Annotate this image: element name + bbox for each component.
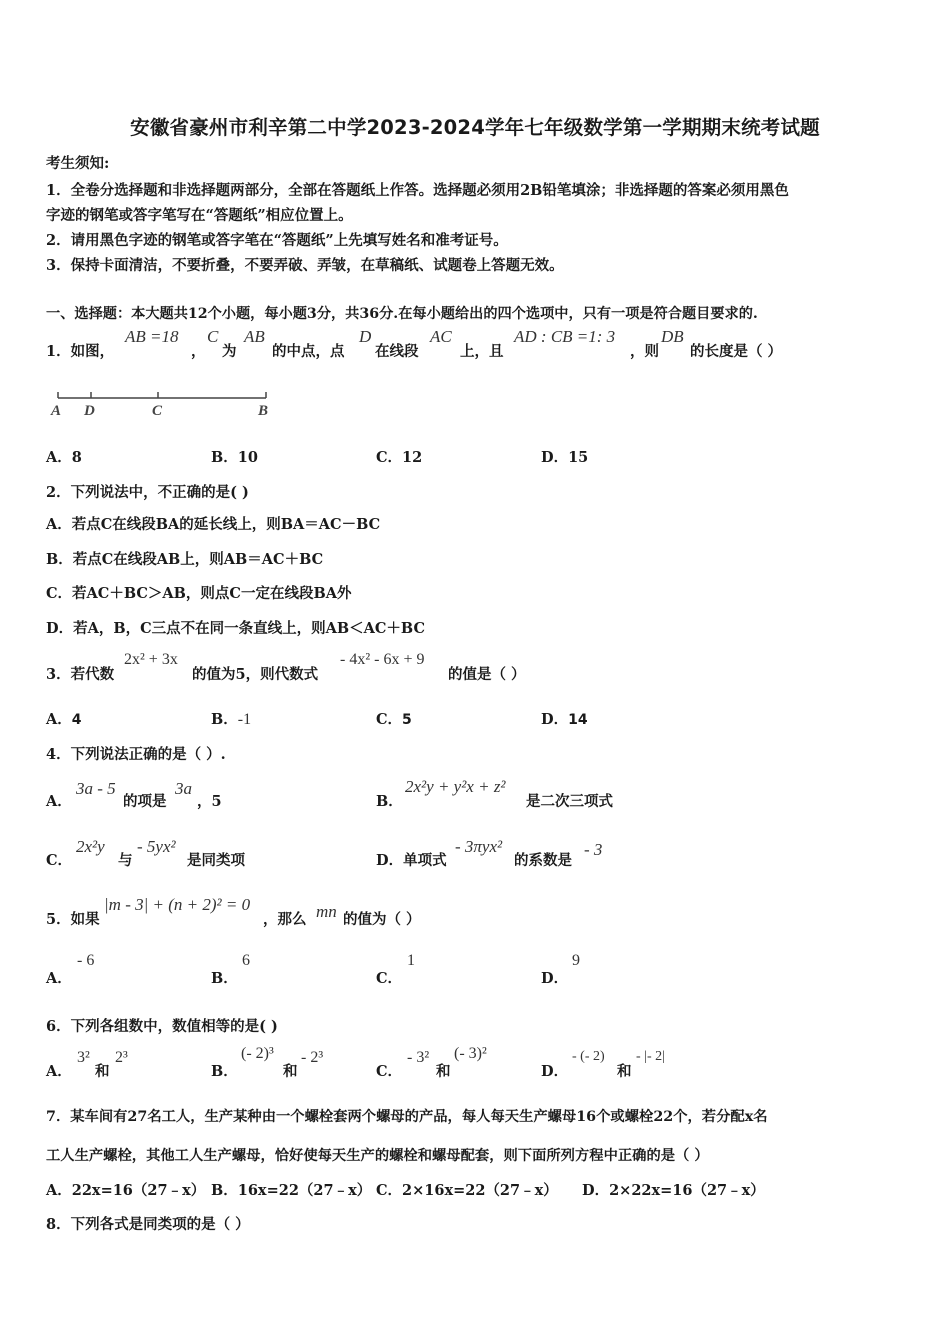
option-value: 8 [71, 449, 82, 466]
option-value: 15 [568, 449, 589, 466]
q5-text: 5．如果 [46, 911, 100, 928]
q6-option-b[interactable]: B． [211, 1063, 238, 1080]
q5-c-value: 1 [407, 952, 415, 969]
q6-option-c[interactable]: C． [376, 1063, 403, 1080]
option-letter: B． [211, 711, 238, 728]
q5-math: |m - 3| + (n + 2)² = 0 [104, 895, 251, 914]
notice-line: 2．请用黑色字迹的钢笔或答字笔在“答题纸”上先填写姓名和准考证号。 [46, 232, 508, 249]
notice-line: 1．全卷分选择题和非选择题两部分，全部在答题纸上作答。选择题必须用2B铅笔填涂；非选择题的答案必须用黑色 [46, 182, 789, 199]
q6-a-math: 2³ [115, 1049, 128, 1066]
q1-line-segment-figure [46, 384, 286, 424]
q4-option-d[interactable]: D．单项式 [376, 852, 447, 869]
q4-d-math: - 3 [584, 840, 603, 859]
q5-math: mn [316, 902, 337, 921]
option-letter: D． [541, 449, 569, 466]
q7-stem-line: 工人生产螺栓，其他工人生产螺母，恰好使每天生产的螺栓和螺母配套，则下面所列方程中正确的是（ ） [46, 1148, 709, 1164]
notice-heading: 考生须知: [46, 155, 110, 172]
q5-option-c[interactable]: C． [376, 970, 403, 987]
q1-math: C [207, 327, 219, 346]
q6-option-a[interactable]: A． [46, 1063, 72, 1080]
q6-b-math: (- 2)³ [241, 1045, 274, 1062]
q1-option-d[interactable] [541, 446, 588, 467]
option-letter: C． [376, 449, 403, 466]
q1-text: 为 [222, 343, 237, 360]
q4-a-math: 3a - 5 [76, 779, 116, 798]
q6-a-text: 和 [95, 1063, 110, 1080]
q6-option-d[interactable]: D． [541, 1063, 569, 1080]
point-label-d: D [84, 403, 95, 419]
q1-math: AD : CB =1: 3 [514, 327, 616, 346]
section-heading: 一、选择题：本大题共12个小题，每小题3分，共36分.在每小题给出的四个选项中，只有一项是符合题目要求的. [46, 306, 758, 322]
option-letter: C． [46, 852, 73, 869]
q4-c-text: 是同类项 [187, 852, 245, 869]
notice-line: 字迹的钢笔或答字笔写在“答题纸”相应位置上。 [46, 207, 353, 224]
q1-math: AB =18 [125, 327, 179, 346]
q1-math: AB [244, 327, 265, 346]
q1-text: 在线段 [375, 343, 419, 360]
notice-line: 3．保持卡面清洁，不要折叠，不要弄破、弄皱，在草稿纸、试题卷上答题无效。 [46, 257, 564, 274]
option-letter: B． [211, 449, 238, 466]
q6-c-math: - 3² [407, 1049, 430, 1066]
q5-d-value: 9 [572, 952, 580, 969]
q1-option-c[interactable] [376, 446, 422, 467]
q1-text: 的中点，点 [272, 343, 345, 360]
option-value: 10 [237, 449, 258, 466]
q5-option-d[interactable]: D． [541, 970, 569, 987]
q2-option-d[interactable]: D．若A，B，C三点不在同一条直线上，则AB＜AC＋BC [46, 620, 425, 637]
q3-math: - 4x² - 6x + 9 [340, 651, 425, 668]
q1-math: DB [661, 327, 684, 346]
option-letter: C． [376, 711, 403, 728]
q4-option-a[interactable] [46, 790, 72, 811]
q6-d-text: 和 [617, 1063, 632, 1080]
q3-text: 3．若代数 [46, 666, 115, 683]
point-label-b: B [258, 403, 269, 419]
q5-option-a[interactable]: A． [46, 970, 72, 987]
q4-b-math: 2x²y + y²x + z² [405, 777, 506, 796]
q4-d-math: - 3πyx² [455, 837, 503, 856]
q4-d-text: 的系数是 [514, 852, 572, 869]
q4-b-text: 是二次三项式 [526, 793, 613, 810]
option-letter: A． [46, 711, 72, 728]
q2-option-c[interactable]: C．若AC＋BC＞AB，则点C一定在线段BA外 [46, 585, 352, 602]
q4-option-c[interactable] [46, 849, 72, 870]
q1-text: 上，且 [460, 343, 504, 360]
q7-stem-line: 7．某车间有27名工人，生产某种由一个螺栓套两个螺母的产品，每人每天生产螺母16个或螺栓22个，若分配x名 [46, 1109, 768, 1125]
q6-d-math: - (- 2) [572, 1049, 605, 1064]
q8-stem: 8．下列各式是同类项的是（ ） [46, 1216, 250, 1233]
q4-c-text: 与 [118, 852, 133, 869]
q3-math: 2x² + 3x [124, 651, 178, 668]
option-letter: A． [46, 793, 72, 810]
point-label-c: C [152, 403, 163, 419]
q2-stem: 2．下列说法中，不正确的是( ) [46, 484, 249, 501]
q1-text: 1．如图， [46, 343, 115, 360]
point-label-a: A [51, 403, 62, 419]
option-value: 4 [71, 712, 82, 728]
q4-a-text: 的项是 [123, 793, 167, 810]
q4-a-math: 3a [175, 779, 192, 798]
q5-b-value: 6 [242, 952, 250, 969]
q6-b-math: - 2³ [301, 1049, 324, 1066]
option-value: 14 [568, 712, 588, 728]
q7-option-c[interactable]: C．2×16x=22（27﹣x） [376, 1182, 558, 1199]
q4-c-math: 2x²y [76, 837, 105, 856]
q4-c-math: - 5yx² [137, 837, 176, 856]
option-value: -1 [237, 711, 252, 728]
q1-text: 的长度是（ ） [690, 343, 783, 360]
q1-option-a[interactable] [46, 446, 82, 467]
q5-text: 的值为（ ） [343, 911, 421, 928]
page-title: 安徽省豪州市利辛第二中学2023-2024学年七年级数学第一学期期末统考试题 [130, 116, 820, 139]
option-letter: A． [46, 449, 72, 466]
q3-option-d[interactable] [541, 708, 588, 729]
option-value: 5 [402, 712, 412, 728]
q6-stem: 6．下列各组数中，数值相等的是( ) [46, 1018, 278, 1035]
q7-option-d[interactable]: D．2×22x=16（27﹣x） [582, 1182, 765, 1199]
q1-text: ，则 [630, 343, 659, 360]
q1-math: AC [430, 327, 452, 346]
option-letter: D． [541, 711, 569, 728]
q6-d-math: - |- 2| [636, 1049, 665, 1064]
q5-option-b[interactable]: B． [211, 970, 238, 987]
q6-c-text: 和 [436, 1063, 451, 1080]
q2-option-b[interactable]: B．若点C在线段AB上，则AB＝AC＋BC [46, 551, 324, 568]
q4-stem: 4．下列说法正确的是（ ）. [46, 746, 226, 763]
q3-option-b[interactable] [211, 708, 251, 729]
option-value: 12 [402, 449, 423, 466]
q3-option-a[interactable] [46, 708, 82, 729]
q4-a-text: ，5 [197, 793, 222, 810]
q3-text: 的值为5，则代数式 [192, 666, 319, 683]
q6-c-math: (- 3)² [454, 1045, 487, 1062]
q7-option-b[interactable]: B．16x=22（27﹣x） [211, 1182, 372, 1199]
q6-b-text: 和 [283, 1063, 298, 1080]
q3-option-c[interactable] [376, 708, 412, 729]
option-letter: B． [376, 793, 403, 810]
q1-option-b[interactable] [211, 446, 258, 467]
q7-option-a[interactable]: A．22x=16（27﹣x） [46, 1182, 206, 1199]
q1-text: ， [191, 343, 206, 360]
q3-text: 的值是（ ） [448, 666, 526, 683]
q6-a-math: 3² [77, 1049, 90, 1066]
q2-option-a[interactable]: A．若点C在线段BA的延长线上，则BA＝AC－BC [46, 516, 381, 533]
q5-text: ，那么 [263, 911, 307, 928]
q4-option-b[interactable] [376, 790, 403, 811]
q5-a-value: - 6 [77, 952, 95, 969]
q1-math: D [359, 327, 372, 346]
